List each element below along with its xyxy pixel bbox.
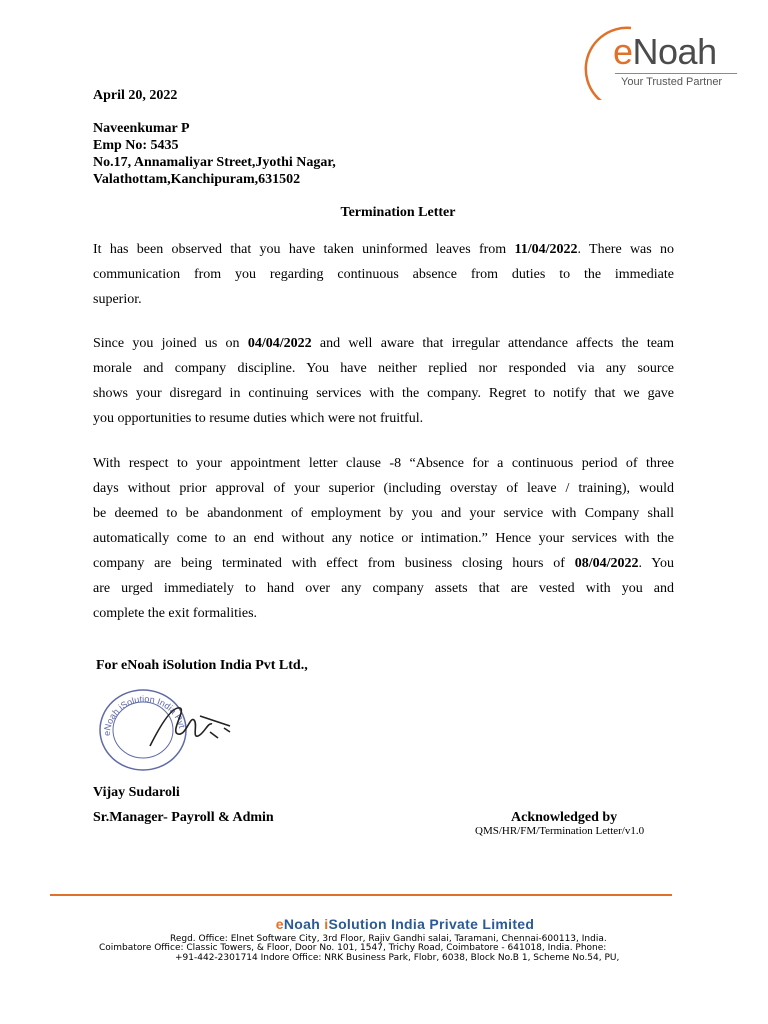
recipient-name: Naveenkumar P	[93, 121, 190, 136]
company-logo	[583, 20, 743, 100]
seal-text: eNoah iSolution India Pvt	[101, 693, 188, 737]
termination-date: 08/04/2022	[574, 556, 639, 571]
signatory-title: Sr.Manager- Payroll & Admin	[93, 810, 274, 825]
joining-date: 04/04/2022	[247, 336, 312, 351]
leave-date: 11/04/2022	[514, 242, 578, 257]
acknowledged-by: Acknowledged by	[511, 810, 618, 825]
address-line-1: No.17, Annamaliyar Street,Jyothi Nagar,	[93, 155, 336, 170]
logo-wordmark: eNoah	[613, 31, 717, 72]
footer-divider	[50, 894, 672, 896]
letter-date: April 20, 2022	[93, 88, 178, 103]
recipient-address	[93, 120, 336, 188]
for-company: For eNoah iSolution India Pvt Ltd.,	[96, 658, 308, 673]
logo-tagline: Your Trusted Partner	[621, 76, 723, 88]
employee-number: Emp No: 5435	[93, 138, 179, 153]
document-reference: QMS/HR/FM/Termination Letter/v1.0	[475, 825, 645, 837]
signature-icon	[150, 708, 230, 746]
footer-company-name: eNoah iSolution India Private Limited	[275, 916, 535, 932]
paragraph-1: It has been observed that you have taken uninformed leaves from 11/04/2022. There was no communication from you regarding continuous absence from duties to the immediate superior.	[93, 242, 674, 307]
signatory-name: Vijay Sudaroli	[93, 785, 180, 800]
address-line-2: Valathottam,Kanchipuram,631502	[93, 172, 301, 187]
logo-divider	[615, 73, 737, 74]
footer-address-line-2: Coimbatore Office: Classic Towers, & Floor, Door No. 101, 1547, Trichy Road, Coimbatore - 641018, India. Phone:	[99, 943, 607, 953]
footer-address-line-3: +91-442-2301714 Indore Office: NRK Business Park, Flobr, 6038, Block No.B 1, Scheme No.54, PU,	[175, 953, 620, 963]
paragraph-3: With respect to your appointment letter clause -8 “Absence for a continuous period of three days without prior approval of your superior (including overstay of leave / training), would be deemed to be abandonment of employment by you and your service with Company shall automatically come to an end without any notice or intimation.” Hence your services with the company are being terminated with effect from business closing hours of 08/04/2022. You are urged immediately to hand over any company assets that are vested with you and complete the exit formalities.	[93, 456, 675, 621]
company-seal-and-signature	[90, 686, 240, 776]
letter-subject: Termination Letter	[340, 205, 456, 220]
paragraph-2: Since you joined us on 04/04/2022 and well aware that irregular attendance affects the team morale and company discipline. You have neither replied nor responded via any source shows your disregard in continuing services with the company. Regret to notify that we gave you opportunities to resume duties which were not fruitful.	[93, 336, 675, 426]
footer-address-line-1: Regd. Office: Elnet Software City, 3rd Floor, Rajiv Gandhi salai, Taramani, Chennai-600113, India.	[170, 934, 607, 944]
